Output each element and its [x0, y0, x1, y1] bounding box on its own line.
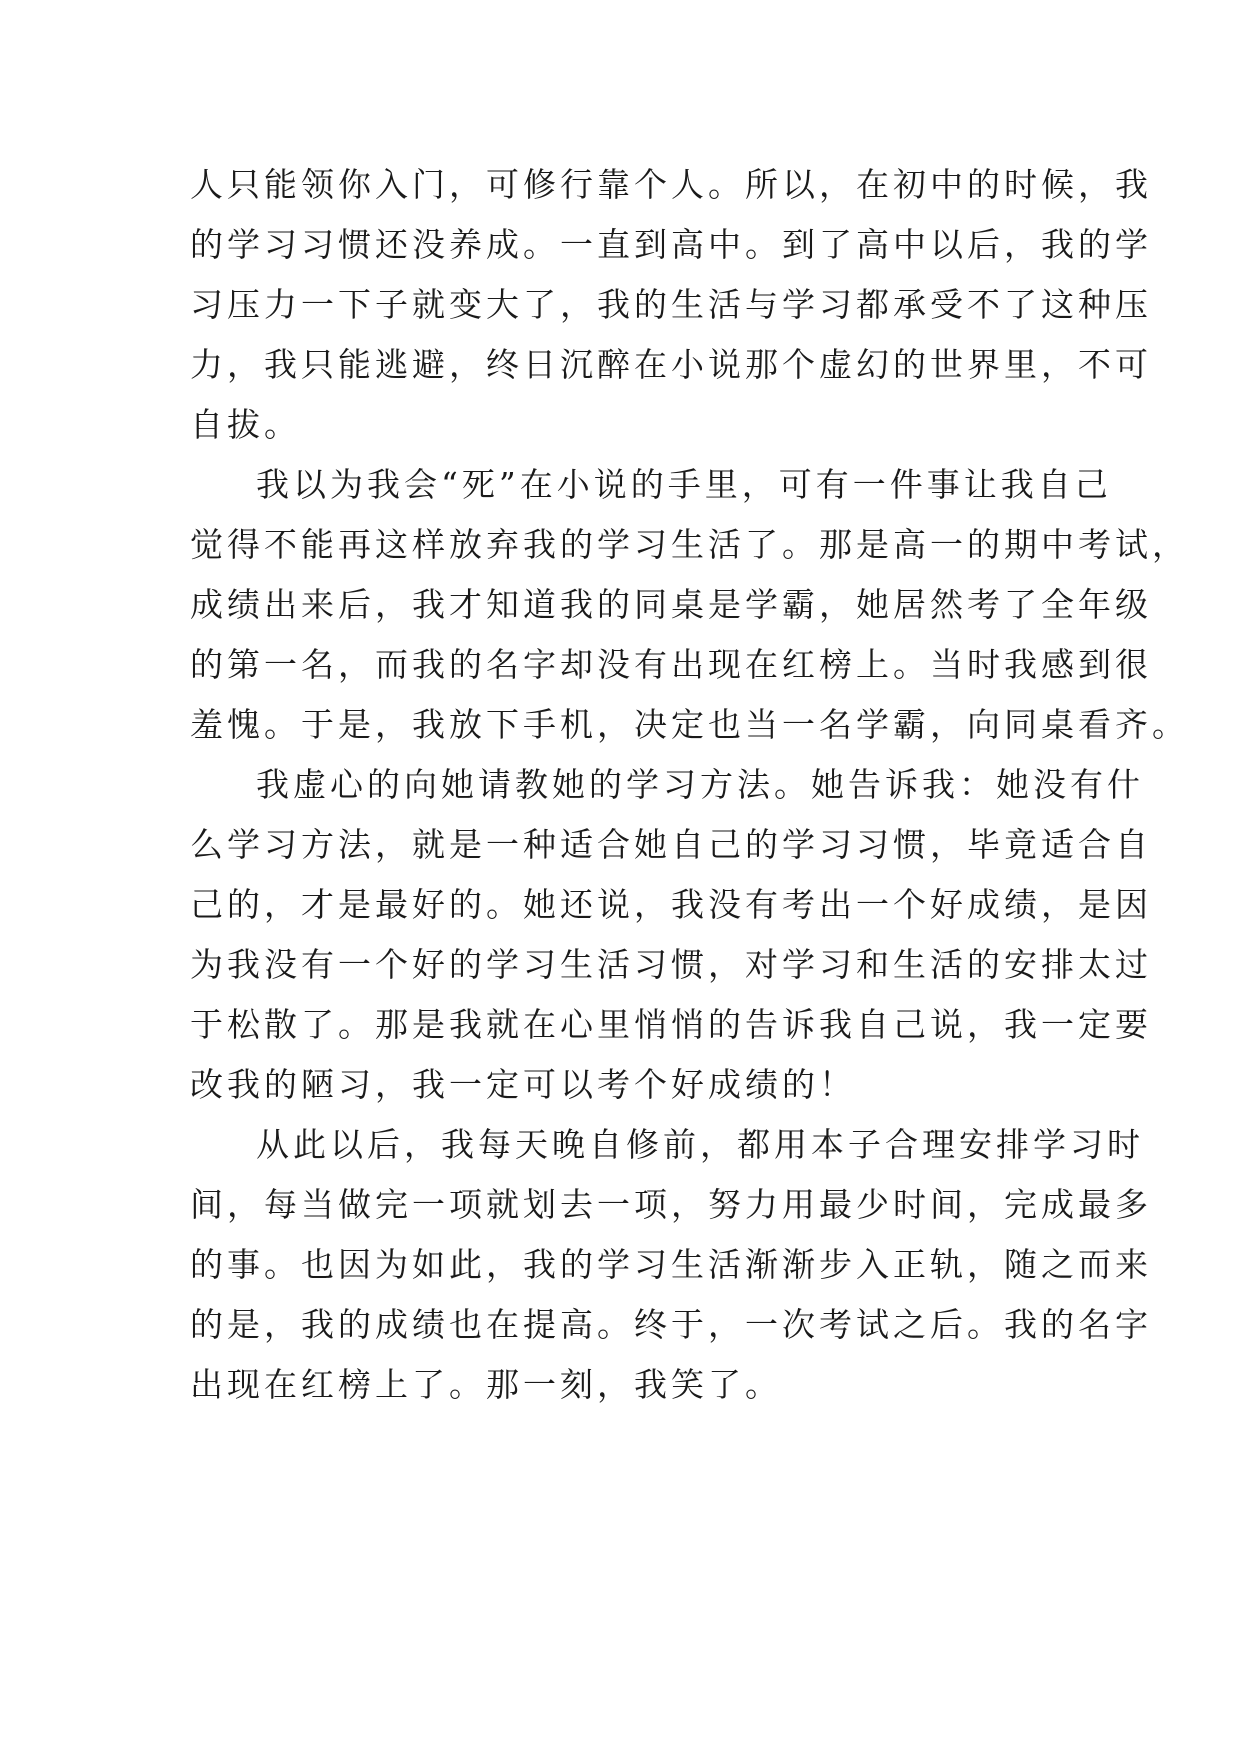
- text-line: 力，我只能逃避，终日沉醉在小说那个虚幻的世界里，不可: [190, 345, 1152, 384]
- paragraph-start-line: 我以为我会“死”在小说的手里，可有一件事让我自己: [256, 465, 1112, 504]
- text-line: 己的，才是最好的。她还说，我没有考出一个好成绩，是因: [190, 885, 1152, 924]
- body-text: [190, 155, 1189, 1415]
- text-line: 于松散了。那是我就在心里悄悄的告诉我自己说，我一定要: [190, 1005, 1152, 1044]
- text-line: 改我的陋习，我一定可以考个好成绩的！: [190, 1065, 856, 1104]
- text-line: 的事。也因为如此，我的学习生活渐渐步入正轨，随之而来: [190, 1245, 1152, 1284]
- text-line: 觉得不能再这样放弃我的学习生活了。那是高一的期中考试，: [190, 525, 1189, 564]
- text-line: 么学习方法，就是一种适合她自己的学习习惯，毕竟适合自: [190, 825, 1152, 864]
- text-line: 人只能领你入门，可修行靠个人。所以，在初中的时候，我: [190, 165, 1152, 204]
- paragraph-start-line: 我虚心的向她请教她的学习方法。她告诉我：她没有什: [256, 765, 1144, 804]
- text-line: 自拔。: [190, 405, 301, 444]
- paragraph-start-line: 从此以后，我每天晚自修前，都用本子合理安排学习时: [256, 1125, 1144, 1164]
- text-line: 成绩出来后，我才知道我的同桌是学霸，她居然考了全年级: [190, 585, 1152, 624]
- text-line: 的第一名，而我的名字却没有出现在红榜上。当时我感到很: [190, 645, 1152, 684]
- text-line: 出现在红榜上了。那一刻，我笑了。: [190, 1365, 782, 1404]
- text-line: 为我没有一个好的学习生活习惯，对学习和生活的安排太过: [190, 945, 1152, 984]
- text-line: 间，每当做完一项就划去一项，努力用最少时间，完成最多: [190, 1185, 1152, 1224]
- text-line: 的是，我的成绩也在提高。终于，一次考试之后。我的名字: [190, 1305, 1152, 1344]
- text-line: 羞愧。于是，我放下手机，决定也当一名学霸，向同桌看齐。: [190, 705, 1189, 744]
- text-line: 习压力一下子就变大了，我的生活与学习都承受不了这种压: [190, 285, 1152, 324]
- text-line: 的学习习惯还没养成。一直到高中。到了高中以后，我的学: [190, 225, 1152, 264]
